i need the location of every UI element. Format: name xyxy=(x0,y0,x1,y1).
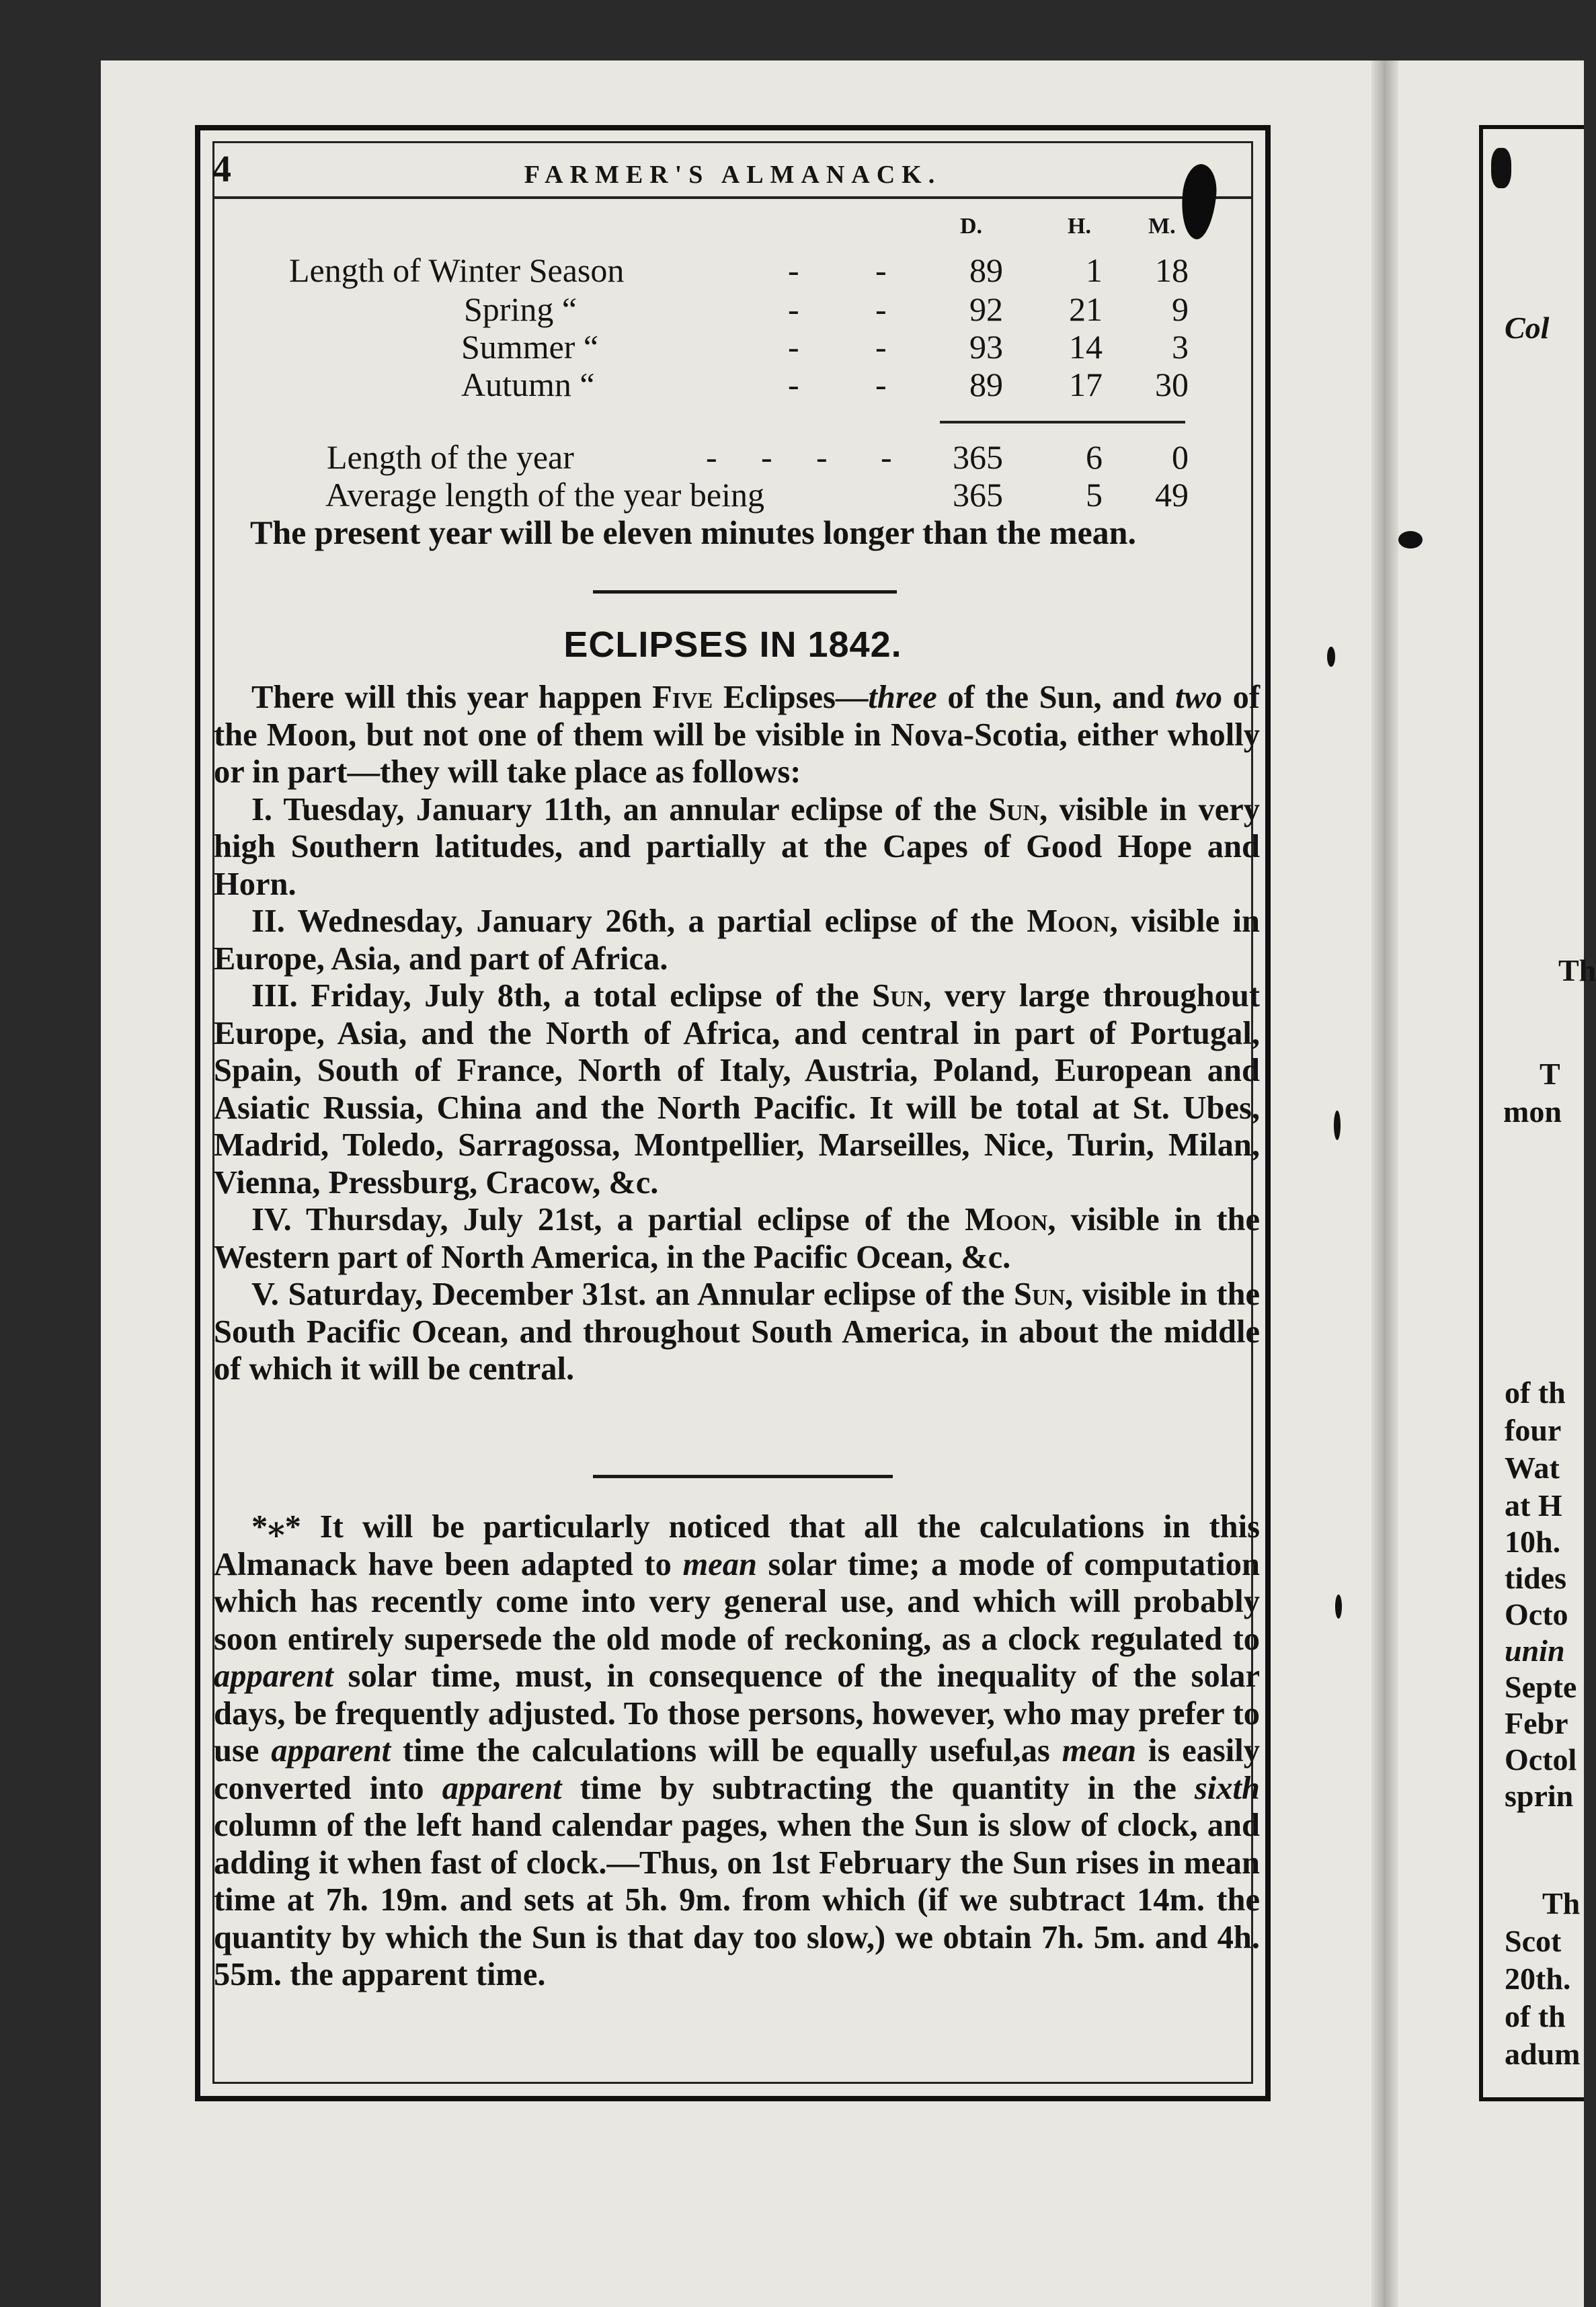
year-hours: 6 xyxy=(1086,438,1103,476)
mean-time-note: *⁎* It will be particularly noticed that all the calculations in this Almanack have been adapted to mean solar time; a mode of computation which has recently come into very general use, and which will probably soon entirely supersede the old mode of reckoning, as a clock regulated to apparent solar time, must, in consequence of the inequality of the solar days, be frequently adjusted. To those persons, however, who may prefer to use apparent time the calculations will be equally useful,as mean is easily converted into apparent time by subtracting the quantity in the sixth column of the left hand calendar pages, when the Sun is slow of clock, and adding it when fast of clock.—Thus, on 1st February the Sun rises in mean time at 7h. 19m. and sets at 5h. 9m. from which (if we subtract 14m. the quantity by which the Sun is that day too slow,) we obtain 7h. 5m. and 4h. 55m. the apparent time. xyxy=(214,1509,1261,1992)
eclipses-intro: There will this year happen Five Eclipses—three of the Sun, and two of the Moon, but not one of them will be visible in Nova-Scotia, either wholly or in part—they will take place as follows: xyxy=(214,680,1261,790)
average-days: 365 xyxy=(953,476,1003,514)
page-header xyxy=(212,151,1253,198)
page-fold-shadow xyxy=(1371,60,1398,2307)
page-number: 4 xyxy=(212,149,231,190)
spring-days: 92 xyxy=(969,290,1003,328)
eclipse-entry-5: V. Saturday, December 31st. an Annular eclipse of the Sun, visible in the South Pacific Ocean, and throughout South America, in about the middle of which it will be central. xyxy=(214,1277,1260,1387)
sum-rule xyxy=(940,421,1185,423)
season-label-autumn: Autumn “ xyxy=(461,366,595,403)
average-length-label: Average length of the year being xyxy=(325,476,764,514)
running-title: FARMER'S ALMANACK. xyxy=(524,161,942,189)
column-head-hours: H. xyxy=(1068,214,1091,239)
autumn-hours: 17 xyxy=(1069,366,1103,403)
year-length-label: Length of the year xyxy=(327,438,574,476)
year-minutes: 0 xyxy=(1172,438,1189,476)
eclipse-entry-3: III. Friday, July 8th, a total eclipse of the Sun, very large throughout Europe, Asia, and the North of Africa, and central in part of Portugal, Spain, South of France, North of Italy, Austria, Poland, European and Asiatic Russia, China and the North Pacific. It will be total at St. Ubes, Madrid, Toledo, Sarragossa, Montpellier, Marseilles, Nice, Turin, Milan, Vienna, Pressburg, Cracow, &c. xyxy=(214,978,1260,1201)
eclipses-title: ECLIPSES IN 1842. xyxy=(563,624,902,665)
section-rule-bottom xyxy=(593,1475,893,1478)
eclipses-text xyxy=(214,679,1260,1388)
autumn-minutes: 30 xyxy=(1155,366,1189,403)
eclipse-entry-2: II. Wednesday, January 26th, a partial eclipse of the Moon, visible in Europe, Asia, and part of Africa. xyxy=(214,903,1261,977)
winter-days: 89 xyxy=(969,251,1003,289)
winter-hours: 1 xyxy=(1086,251,1103,289)
average-hours: 5 xyxy=(1086,476,1103,514)
spring-minutes: 9 xyxy=(1172,290,1189,328)
season-label-summer: Summer “ xyxy=(461,328,599,366)
season-label-winter: Length of Winter Season xyxy=(289,251,625,289)
ink-speck xyxy=(1335,1594,1342,1619)
ink-speck xyxy=(1327,647,1335,667)
season-label-spring: Spring “ xyxy=(464,290,577,328)
ink-speck xyxy=(1334,1110,1341,1140)
summer-minutes: 3 xyxy=(1172,328,1189,366)
ink-speck xyxy=(1398,531,1423,549)
eclipse-entry-4: IV. Thursday, July 21st, a partial eclipse of the Moon, visible in the Western part of North America, in the Pacific Ocean, &c. xyxy=(214,1202,1260,1275)
winter-minutes: 18 xyxy=(1155,251,1189,289)
header-rule xyxy=(212,196,1253,199)
average-minutes: 49 xyxy=(1155,476,1189,514)
autumn-days: 89 xyxy=(969,366,1003,403)
mean-year-note: The present year will be eleven minutes longer than the mean. xyxy=(250,514,1136,551)
summer-hours: 14 xyxy=(1069,328,1103,366)
summer-days: 93 xyxy=(969,328,1003,366)
eclipse-entry-1: I. Tuesday, January 11th, an annular eclipse of the Sun, visible in very high Southern latitudes, and partially at the Capes of Good Hope and Horn. xyxy=(214,791,1260,902)
column-head-minutes: M. xyxy=(1148,214,1176,239)
section-rule-top xyxy=(593,590,897,594)
spring-hours: 21 xyxy=(1069,290,1103,328)
asterism: *⁎* xyxy=(251,1509,301,1545)
year-days: 365 xyxy=(953,438,1003,476)
column-head-days: D. xyxy=(960,214,983,239)
ink-speck xyxy=(1491,148,1511,188)
